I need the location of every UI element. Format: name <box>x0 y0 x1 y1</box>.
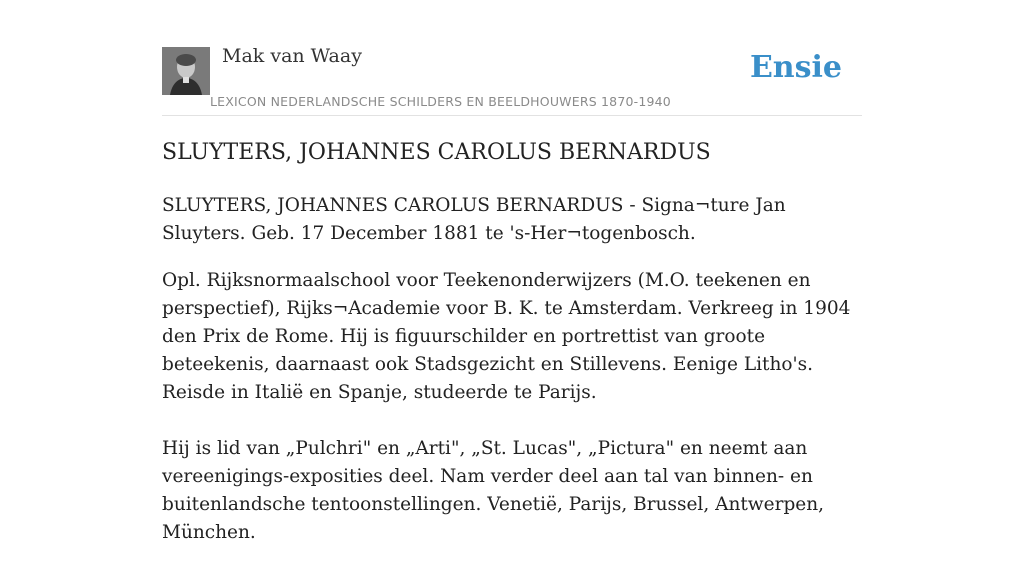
article-header <box>162 0 862 116</box>
author-avatar[interactable] <box>162 47 210 95</box>
paragraph-intro: SLUYTERS, JOHANNES CAROLUS BERNARDUS - Signa¬ture Jan Sluyters. Geb. 17 December 1881 te 's-Her¬togenbosch. <box>162 195 786 244</box>
paragraph-education: Opl. Rijksnormaalschool voor Teekenonderwijzers (M.O. teekenen en perspectief), Rijks¬Academie voor B. K. te Amsterdam. Verkreeg in 1904 den Prix de Rome. Hij is figuurschilder en portrettist van groote beteekenis, daarnaast ook Stadsgezicht en Stillevens. Eenige Litho's. Reisde in Italië en Spanje, studeerde te Parijs. <box>162 270 851 403</box>
brand-logo[interactable]: Ensie <box>749 50 842 85</box>
paragraph-memberships: Hij is lid van „Pulchri" en „Arti", „St. Lucas", „Pictura" en neemt aan vereenigings-exposities deel. Nam verder deel aan tal van binnen- en buitenlandsche tentoonstellingen. Venetië, Parijs, Brussel, Antwerpen, München. <box>162 438 825 543</box>
page-title: SLUYTERS, JOHANNES CAROLUS BERNARDUS <box>162 140 711 165</box>
portrait-icon <box>162 47 210 95</box>
author-name[interactable]: Mak van Waay <box>222 45 362 67</box>
source-title[interactable]: LEXICON NEDERLANDSCHE SCHILDERS EN BEELDHOUWERS 1870-1940 <box>210 94 671 109</box>
article-body <box>162 192 862 566</box>
content-column <box>162 0 862 543</box>
